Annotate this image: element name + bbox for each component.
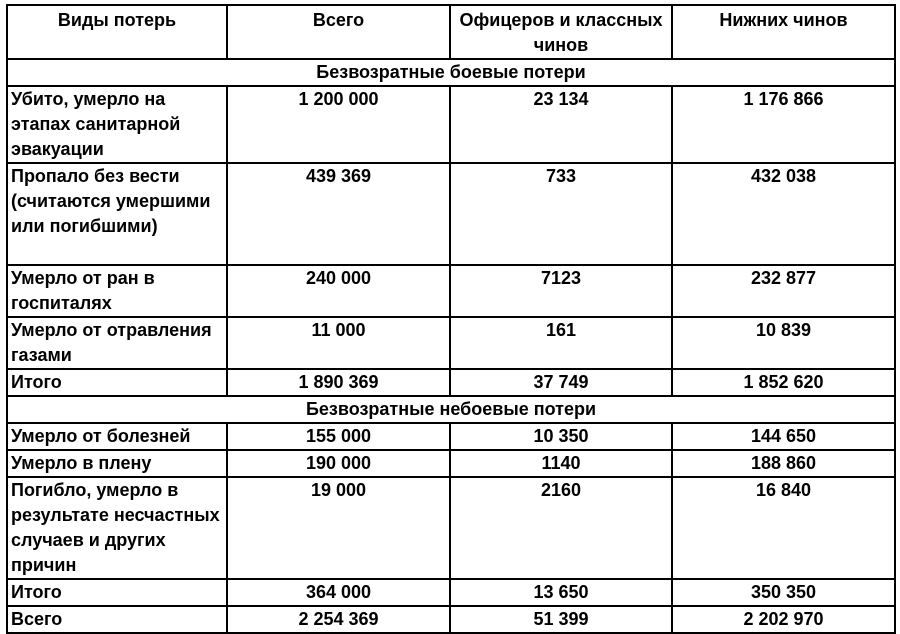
- subtotal-row: [7, 369, 895, 396]
- cell-total: 155 000: [227, 423, 450, 450]
- row-label: Умерло от болезней: [7, 423, 227, 450]
- row-label: Умерло в плену: [7, 450, 227, 477]
- losses-table-container: [6, 4, 894, 634]
- cell-lower-ranks: 232 877: [672, 265, 895, 317]
- table-row: [7, 477, 895, 579]
- cell-lower-ranks: 188 860: [672, 450, 895, 477]
- cell-officers: 37 749: [450, 369, 672, 396]
- header-row: [7, 5, 895, 59]
- section-combat-title: Безвозратные боевые потери: [7, 59, 895, 86]
- row-label: Пропало без вести (считаются умершими или погибшими): [7, 163, 227, 265]
- row-label: Итого: [7, 579, 227, 606]
- subtotal-row: [7, 579, 895, 606]
- cell-total: 240 000: [227, 265, 450, 317]
- cell-officers: 51 399: [450, 606, 672, 633]
- row-label: Итого: [7, 369, 227, 396]
- header-lower-ranks: Нижних чинов: [672, 5, 895, 59]
- cell-lower-ranks: 350 350: [672, 579, 895, 606]
- header-officers: Офицеров и классных чинов: [450, 5, 672, 59]
- header-total: Всего: [227, 5, 450, 59]
- cell-officers: 10 350: [450, 423, 672, 450]
- row-label: Убито, умерло на этапах санитарной эвакуации: [7, 86, 227, 163]
- losses-table: [6, 4, 896, 634]
- grand-total-row: [7, 606, 895, 633]
- cell-total: 2 254 369: [227, 606, 450, 633]
- cell-lower-ranks: 1 852 620: [672, 369, 895, 396]
- table-row: [7, 163, 895, 265]
- section-row: [7, 59, 895, 86]
- cell-total: 190 000: [227, 450, 450, 477]
- table-row: [7, 423, 895, 450]
- cell-officers: 1140: [450, 450, 672, 477]
- section-row: [7, 396, 895, 423]
- table-row: [7, 317, 895, 369]
- table-row: [7, 450, 895, 477]
- cell-lower-ranks: 432 038: [672, 163, 895, 265]
- cell-lower-ranks: 16 840: [672, 477, 895, 579]
- row-label: Умерло от отравления газами: [7, 317, 227, 369]
- cell-officers: 7123: [450, 265, 672, 317]
- cell-total: 1 890 369: [227, 369, 450, 396]
- cell-total: 11 000: [227, 317, 450, 369]
- row-label: Всего: [7, 606, 227, 633]
- section-noncombat-title: Безвозратные небоевые потери: [7, 396, 895, 423]
- cell-lower-ranks: 10 839: [672, 317, 895, 369]
- cell-lower-ranks: 2 202 970: [672, 606, 895, 633]
- row-label: Умерло от ран в госпиталях: [7, 265, 227, 317]
- table-row: [7, 265, 895, 317]
- cell-total: 364 000: [227, 579, 450, 606]
- cell-lower-ranks: 1 176 866: [672, 86, 895, 163]
- cell-officers: 161: [450, 317, 672, 369]
- cell-total: 19 000: [227, 477, 450, 579]
- cell-officers: 13 650: [450, 579, 672, 606]
- header-loss-type: Виды потерь: [7, 5, 227, 59]
- cell-officers: 23 134: [450, 86, 672, 163]
- cell-lower-ranks: 144 650: [672, 423, 895, 450]
- cell-officers: 733: [450, 163, 672, 265]
- row-label: Погибло, умерло в результате несчастных случаев и других причин: [7, 477, 227, 579]
- cell-officers: 2160: [450, 477, 672, 579]
- table-row: [7, 86, 895, 163]
- cell-total: 1 200 000: [227, 86, 450, 163]
- cell-total: 439 369: [227, 163, 450, 265]
